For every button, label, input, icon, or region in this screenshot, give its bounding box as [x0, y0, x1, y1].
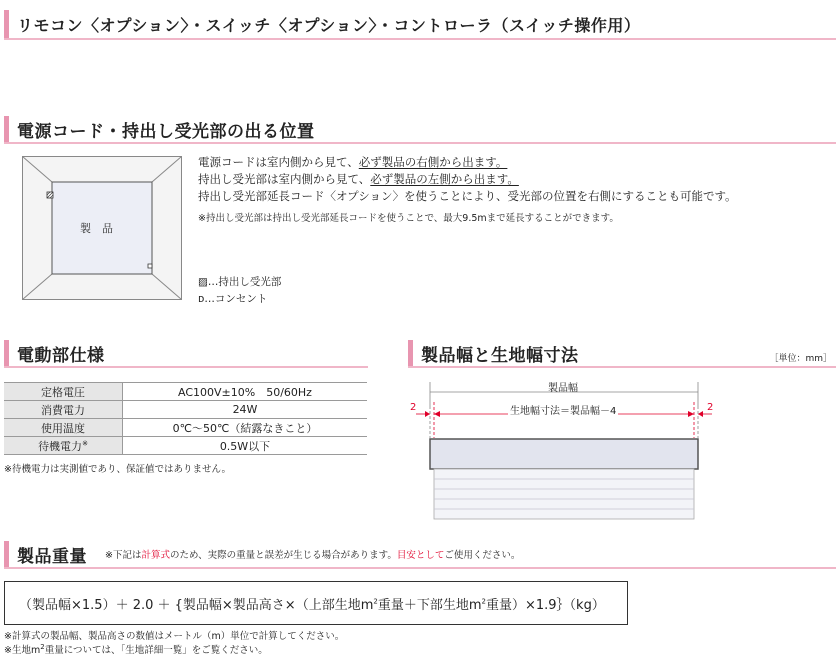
section-accent-bar [4, 541, 9, 567]
width-section-title: 製品幅と生地幅寸法 [421, 345, 579, 366]
formula-footnote-1: ※計算式の製品幅、製品高さの数値はメートル（m）単位で計算してください。 [4, 631, 345, 642]
fabric-width-label: 生地幅寸法＝製品幅－4 [508, 402, 618, 417]
product-width-label: 製品幅 [548, 383, 578, 394]
table-row [4, 383, 367, 401]
unit-label: ［単位：mm］ [769, 354, 832, 364]
left-offset-label: 2 [410, 402, 417, 413]
receiver-legend-icon: ▨ [198, 276, 208, 288]
table-row [4, 437, 367, 455]
fabric-body [434, 469, 694, 519]
spec-value: 0℃～50℃（結露なきこと） [123, 419, 368, 437]
table-row [4, 419, 367, 437]
weight-formula-box [4, 581, 628, 625]
standby-power-note: ※待機電力は実測値であり、保証値ではありません。 [4, 464, 232, 475]
head-rail [430, 439, 698, 469]
weight-calc-note: ※下記は計算式のため、実際の重量と誤差が生じる場合があります。目安としてご使用ください。 [105, 550, 521, 561]
formula-footnote-2: ※生地$m^2$重量については、「生地詳細一覧」をご覧ください。 [4, 642, 268, 656]
section-accent-bar [4, 340, 9, 366]
cord-description [198, 154, 828, 205]
weight-formula: （製品幅×1.5）＋ 2.0 ＋ {製品幅×製品高さ×（上部生地$m^2$重量＋下部生地$m^2$重量）×1.9｝（kg） [19, 597, 605, 613]
right-offset-label: 2 [707, 402, 714, 413]
spec-key: 定格電圧 [4, 383, 123, 401]
cord-line-3: 持出し受光部延長コード〈オプション〉を使うことにより、受光部の位置を右側にすることも可能です。 [198, 189, 737, 203]
cord-section-title: 電源コード・持出し受光部の出る位置 [17, 121, 315, 142]
width-diagram [400, 376, 736, 524]
spec-key: 待機電力※ [4, 437, 123, 455]
spec-key: 消費電力 [4, 401, 123, 419]
motor-section-title: 電動部仕様 [17, 345, 105, 366]
spec-key: 使用温度 [4, 419, 123, 437]
outlet-legend-icon: ᴅ [198, 293, 205, 305]
cord-line-2: 持出し受光部は室内側から見て、必ず製品の左側から出ます。 [198, 172, 519, 186]
spec-value: AC100V±10% 50/60Hz [123, 383, 368, 401]
legend-outlet: ᴅ…コンセント [198, 293, 268, 305]
table-row [4, 401, 367, 419]
cord-extension-note: ※持出し受光部は持出し受光部延長コードを使うことで、最大9.5mまで延長することができます。 [198, 213, 619, 224]
title-accent-bar [4, 10, 9, 38]
diagram-product-label: 製 品 [80, 222, 113, 235]
legend-receiver: ▨…持出し受光部 [198, 276, 282, 288]
section-accent-bar [4, 116, 9, 142]
page-title-header [4, 10, 836, 40]
cord-section-header [4, 116, 836, 144]
spec-value: 24W [123, 401, 368, 419]
weight-section-header [4, 541, 836, 569]
motor-spec-table [4, 382, 367, 455]
cord-line-1: 電源コードは室内側から見て、必ず製品の右側から出ます。 [198, 155, 508, 169]
page-title: リモコン〈オプション〉・スイッチ〈オプション〉・コントローラ（スイッチ操作用） [17, 15, 641, 35]
legend [198, 274, 281, 308]
spec-value: 0.5W以下 [123, 437, 368, 455]
outlet-mark [148, 264, 152, 268]
motor-section-header [4, 340, 368, 368]
section-accent-bar [408, 340, 413, 366]
weight-section-title: 製品重量 [17, 546, 87, 567]
